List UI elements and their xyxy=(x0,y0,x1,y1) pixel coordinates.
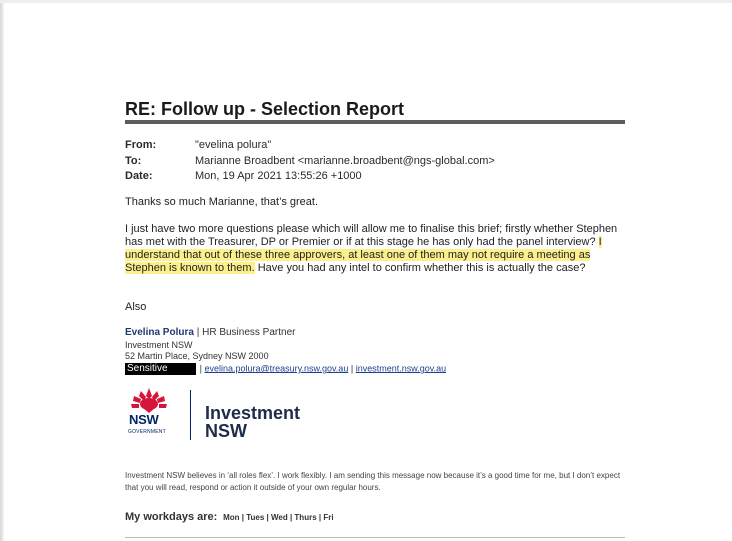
contact-separator-2: | xyxy=(350,363,354,374)
email-link[interactable]: evelina.polura@treasury.nsw.gov.au xyxy=(204,363,349,374)
flex-work-note: Investment NSW believes in ‘all roles flex’. I work flexibly. I am sending this message now because it’s a good time for me, but I don’t expect that you will read, respond or action it outside of your own regular hours. xyxy=(125,471,621,492)
nsw-wordmark: NSW xyxy=(129,412,159,427)
brand-line-2: NSW xyxy=(205,421,247,441)
logo-divider xyxy=(190,390,191,440)
title-rule xyxy=(125,120,625,124)
email-subject: RE: Follow up - Selection Report xyxy=(125,99,404,119)
bottom-rule xyxy=(125,537,625,538)
website-link[interactable]: investment.nsw.gov.au xyxy=(355,363,447,374)
redaction-block: Sensitive xyxy=(125,363,196,375)
contact-separator-1: | xyxy=(199,363,202,374)
signature-contact-line xyxy=(125,363,446,375)
date-value: Mon, 19 Apr 2021 13:55:26 +1000 xyxy=(195,170,362,182)
investment-nsw-logo xyxy=(125,386,325,446)
highlighted-text: I understand that out of these three approvers, at least one of them may not require a meeting as Stephen is known to them. xyxy=(125,236,602,274)
brand-name xyxy=(205,404,300,440)
brand-line-1: Investment xyxy=(205,403,301,423)
questions-followup: Have you had any intel to confirm whether this is actually the case? xyxy=(257,262,586,274)
greeting-paragraph: Thanks so much Marianne, that’s great. xyxy=(125,196,319,208)
waratah-icon xyxy=(127,386,171,414)
signature-name: Evelina Polura xyxy=(125,327,194,338)
scan-top-edge xyxy=(0,0,732,3)
from-label: From: xyxy=(125,139,157,151)
also-paragraph: Also xyxy=(125,301,147,313)
signature-name-line xyxy=(125,327,295,338)
workdays-list: Mon | Tues | Wed | Thurs | Fri xyxy=(223,513,334,522)
scan-edge xyxy=(0,0,4,541)
questions-text: I just have two more questions please which will allow me to finalise this brief; firstly whether Stephen has met with the Treasurer, DP or Premier or if at this stage he has only had the panel interview? xyxy=(125,223,618,248)
government-wordmark: GOVERNMENT xyxy=(128,429,166,435)
workdays-line xyxy=(125,511,334,523)
date-label: Date: xyxy=(125,170,153,182)
questions-paragraph xyxy=(125,223,625,275)
signature-address: 52 Martin Place, Sydney NSW 2000 xyxy=(125,351,269,361)
signature-role: HR Business Partner xyxy=(202,327,296,338)
from-value: "evelina polura" xyxy=(195,139,272,151)
signature-org: Investment NSW xyxy=(125,340,193,350)
to-label: To: xyxy=(125,155,142,167)
to-value: Marianne Broadbent <marianne.broadbent@ngs-global.com> xyxy=(195,155,495,167)
signature-separator: | xyxy=(196,327,200,338)
workdays-label: My workdays are: xyxy=(125,511,218,523)
